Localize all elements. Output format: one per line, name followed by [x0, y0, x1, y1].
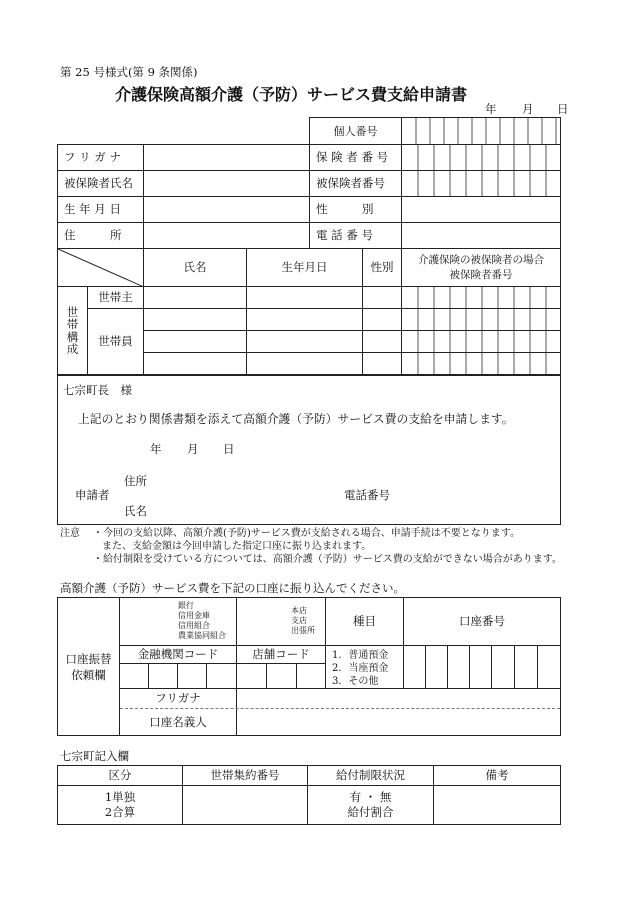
member1-name-input[interactable] — [144, 309, 247, 331]
insured-info-table — [57, 117, 561, 249]
col-sex: 性別 — [363, 249, 402, 287]
page-title: 介護保険高額介護（予防）サービス費支給申請書 — [115, 85, 468, 104]
account-digit-7[interactable] — [538, 646, 561, 689]
member3-birthdate-input[interactable] — [247, 353, 363, 375]
account-digit-1[interactable] — [404, 646, 426, 689]
application-statement: 上記のとおり関係書類を添えて高額介護（予防）サービス費の支給を申請します。 — [78, 412, 514, 426]
account-number-label: 口座番号 — [404, 598, 561, 646]
member3-sex-input[interactable] — [363, 353, 402, 375]
date-year: 年 — [485, 102, 497, 116]
town-section-title: 七宗町記入欄 — [60, 749, 129, 763]
date-month: 月 — [522, 102, 534, 116]
birthdate-input[interactable] — [144, 197, 310, 223]
bank-institution-cell[interactable] — [120, 598, 237, 646]
holder-name-input[interactable] — [236, 709, 560, 735]
application-box — [57, 375, 561, 525]
furigana-input[interactable] — [144, 145, 310, 171]
account-digit-5[interactable] — [492, 646, 515, 689]
account-type-options[interactable]: 1．普通預金 2．当座預金 3．その他 — [326, 646, 404, 689]
head-name-input[interactable] — [144, 287, 247, 309]
member1-sex-input[interactable] — [363, 309, 402, 331]
holder-name-label: 口座名義人 — [149, 715, 207, 729]
household-group-label: 世帯構成 — [58, 287, 88, 375]
phone-label: 電 話 番 号 — [310, 223, 402, 249]
diagonal-corner — [58, 249, 144, 287]
member2-sex-input[interactable] — [363, 331, 402, 353]
sex-input[interactable] — [402, 197, 561, 223]
account-digit-6[interactable] — [515, 646, 538, 689]
household-member-label: 世帯員 — [88, 309, 144, 375]
furigana-label: フ リ ガ ナ — [58, 145, 144, 171]
remarks-input[interactable] — [434, 786, 561, 825]
bank-table — [57, 597, 561, 736]
institution-code-digit-2[interactable] — [149, 664, 178, 689]
household-head-label: 世帯主 — [88, 287, 144, 309]
insurer-number-input[interactable] — [402, 145, 561, 171]
col-restriction: 給付制限状況 — [308, 766, 434, 786]
holder-furigana-input[interactable] — [236, 689, 560, 708]
col-insured-number: 介護保険の被保険者の場合 被保険者番号 — [402, 249, 561, 287]
member2-birthdate-input[interactable] — [247, 331, 363, 353]
col-household-number: 世帯集約番号 — [183, 766, 308, 786]
branch-types: 本店 支店 出張所 — [291, 606, 315, 635]
kind-label: 種目 — [326, 598, 404, 646]
col-name: 氏名 — [144, 249, 247, 287]
member1-insured-number-input[interactable] — [402, 309, 561, 331]
birthdate-label: 生 年 月 日 — [58, 197, 144, 223]
institution-code-label: 金融機関コード — [120, 646, 237, 664]
member3-insured-number-input[interactable] — [402, 353, 561, 375]
applicant-address-label: 住所 — [124, 474, 147, 488]
branch-code-digit-2[interactable] — [267, 664, 297, 689]
account-holder-cell — [120, 689, 561, 736]
town-table — [57, 765, 561, 825]
note-1-cont: また、支給金額は今回申請した指定口座に振り込まれます。 — [102, 541, 372, 552]
institution-types: 銀行 信用金庫 信用組合 農業協同組合 — [178, 601, 226, 640]
personal-number-label: 個人番号 — [310, 118, 402, 145]
date-day: 日 — [557, 102, 569, 116]
holder-furigana-label: フリガナ — [155, 691, 201, 705]
insured-number-input[interactable] — [402, 171, 561, 197]
col-category: 区分 — [58, 766, 183, 786]
applicant-phone-label: 電話番号 — [344, 488, 390, 502]
bank-branch-cell[interactable] — [237, 598, 326, 646]
branch-code-digit-3[interactable] — [297, 664, 326, 689]
institution-code-digit-1[interactable] — [120, 664, 149, 689]
account-digit-3[interactable] — [448, 646, 470, 689]
application-date-day: 日 — [223, 442, 235, 456]
branch-code-label: 店舗コード — [237, 646, 326, 664]
head-insured-number-input[interactable] — [402, 287, 561, 309]
application-date-year: 年 — [150, 442, 162, 456]
holder-furigana-row — [120, 689, 560, 709]
application-date-month: 月 — [187, 442, 199, 456]
address-input[interactable] — [144, 223, 310, 249]
institution-code-digit-3[interactable] — [178, 664, 207, 689]
bank-instruction: 高額介護（予防）サービス費を下記の口座に振り込んでください。 — [60, 581, 405, 595]
insured-number-label: 被保険者番号 — [310, 171, 402, 197]
insurer-number-label: 保 険 者 番 号 — [310, 145, 402, 171]
member3-name-input[interactable] — [144, 353, 247, 375]
form-number: 第 25 号様式(第 9 条関係) — [60, 65, 198, 79]
branch-code-digit-1[interactable] — [237, 664, 267, 689]
diagonal-line — [58, 249, 144, 287]
institution-code-digit-4[interactable] — [207, 664, 237, 689]
insured-name-label: 被保険者氏名 — [58, 171, 144, 197]
applicant-label: 申請者 — [75, 488, 110, 502]
phone-input[interactable] — [402, 223, 561, 249]
member2-name-input[interactable] — [144, 331, 247, 353]
member2-insured-number-input[interactable] — [402, 331, 561, 353]
account-digit-4[interactable] — [470, 646, 492, 689]
personal-number-input[interactable] — [402, 118, 561, 145]
head-birthdate-input[interactable] — [247, 287, 363, 309]
notes-label: 注意 — [60, 528, 80, 539]
category-options[interactable]: 1単独 2合算 — [58, 786, 183, 825]
restriction-options[interactable]: 有 ・ 無 給付割合 — [308, 786, 434, 825]
sex-label: 性 別 — [310, 197, 402, 223]
address-label: 住 所 — [58, 223, 144, 249]
member1-birthdate-input[interactable] — [247, 309, 363, 331]
note-1: ・今回の支給以降、高額介護(予防)サービス費が支給される場合、申請手続は不要となります。 — [93, 528, 521, 539]
col-remarks: 備考 — [434, 766, 561, 786]
bank-section-label: 口座振替 依頼欄 — [58, 598, 120, 736]
addressee: 七宗町長 様 — [63, 383, 132, 397]
insured-name-input[interactable] — [144, 171, 310, 197]
account-digit-2[interactable] — [426, 646, 448, 689]
household-table — [57, 248, 561, 375]
note-2: ・給付制限を受けている方については、高額介護（予防）サービス費の支給ができない場合があります。 — [93, 554, 562, 565]
applicant-name-label: 氏名 — [124, 504, 147, 518]
household-number-input[interactable] — [183, 786, 308, 825]
holder-name-row — [120, 709, 560, 735]
head-sex-input[interactable] — [363, 287, 402, 309]
col-birthdate: 生年月日 — [247, 249, 363, 287]
